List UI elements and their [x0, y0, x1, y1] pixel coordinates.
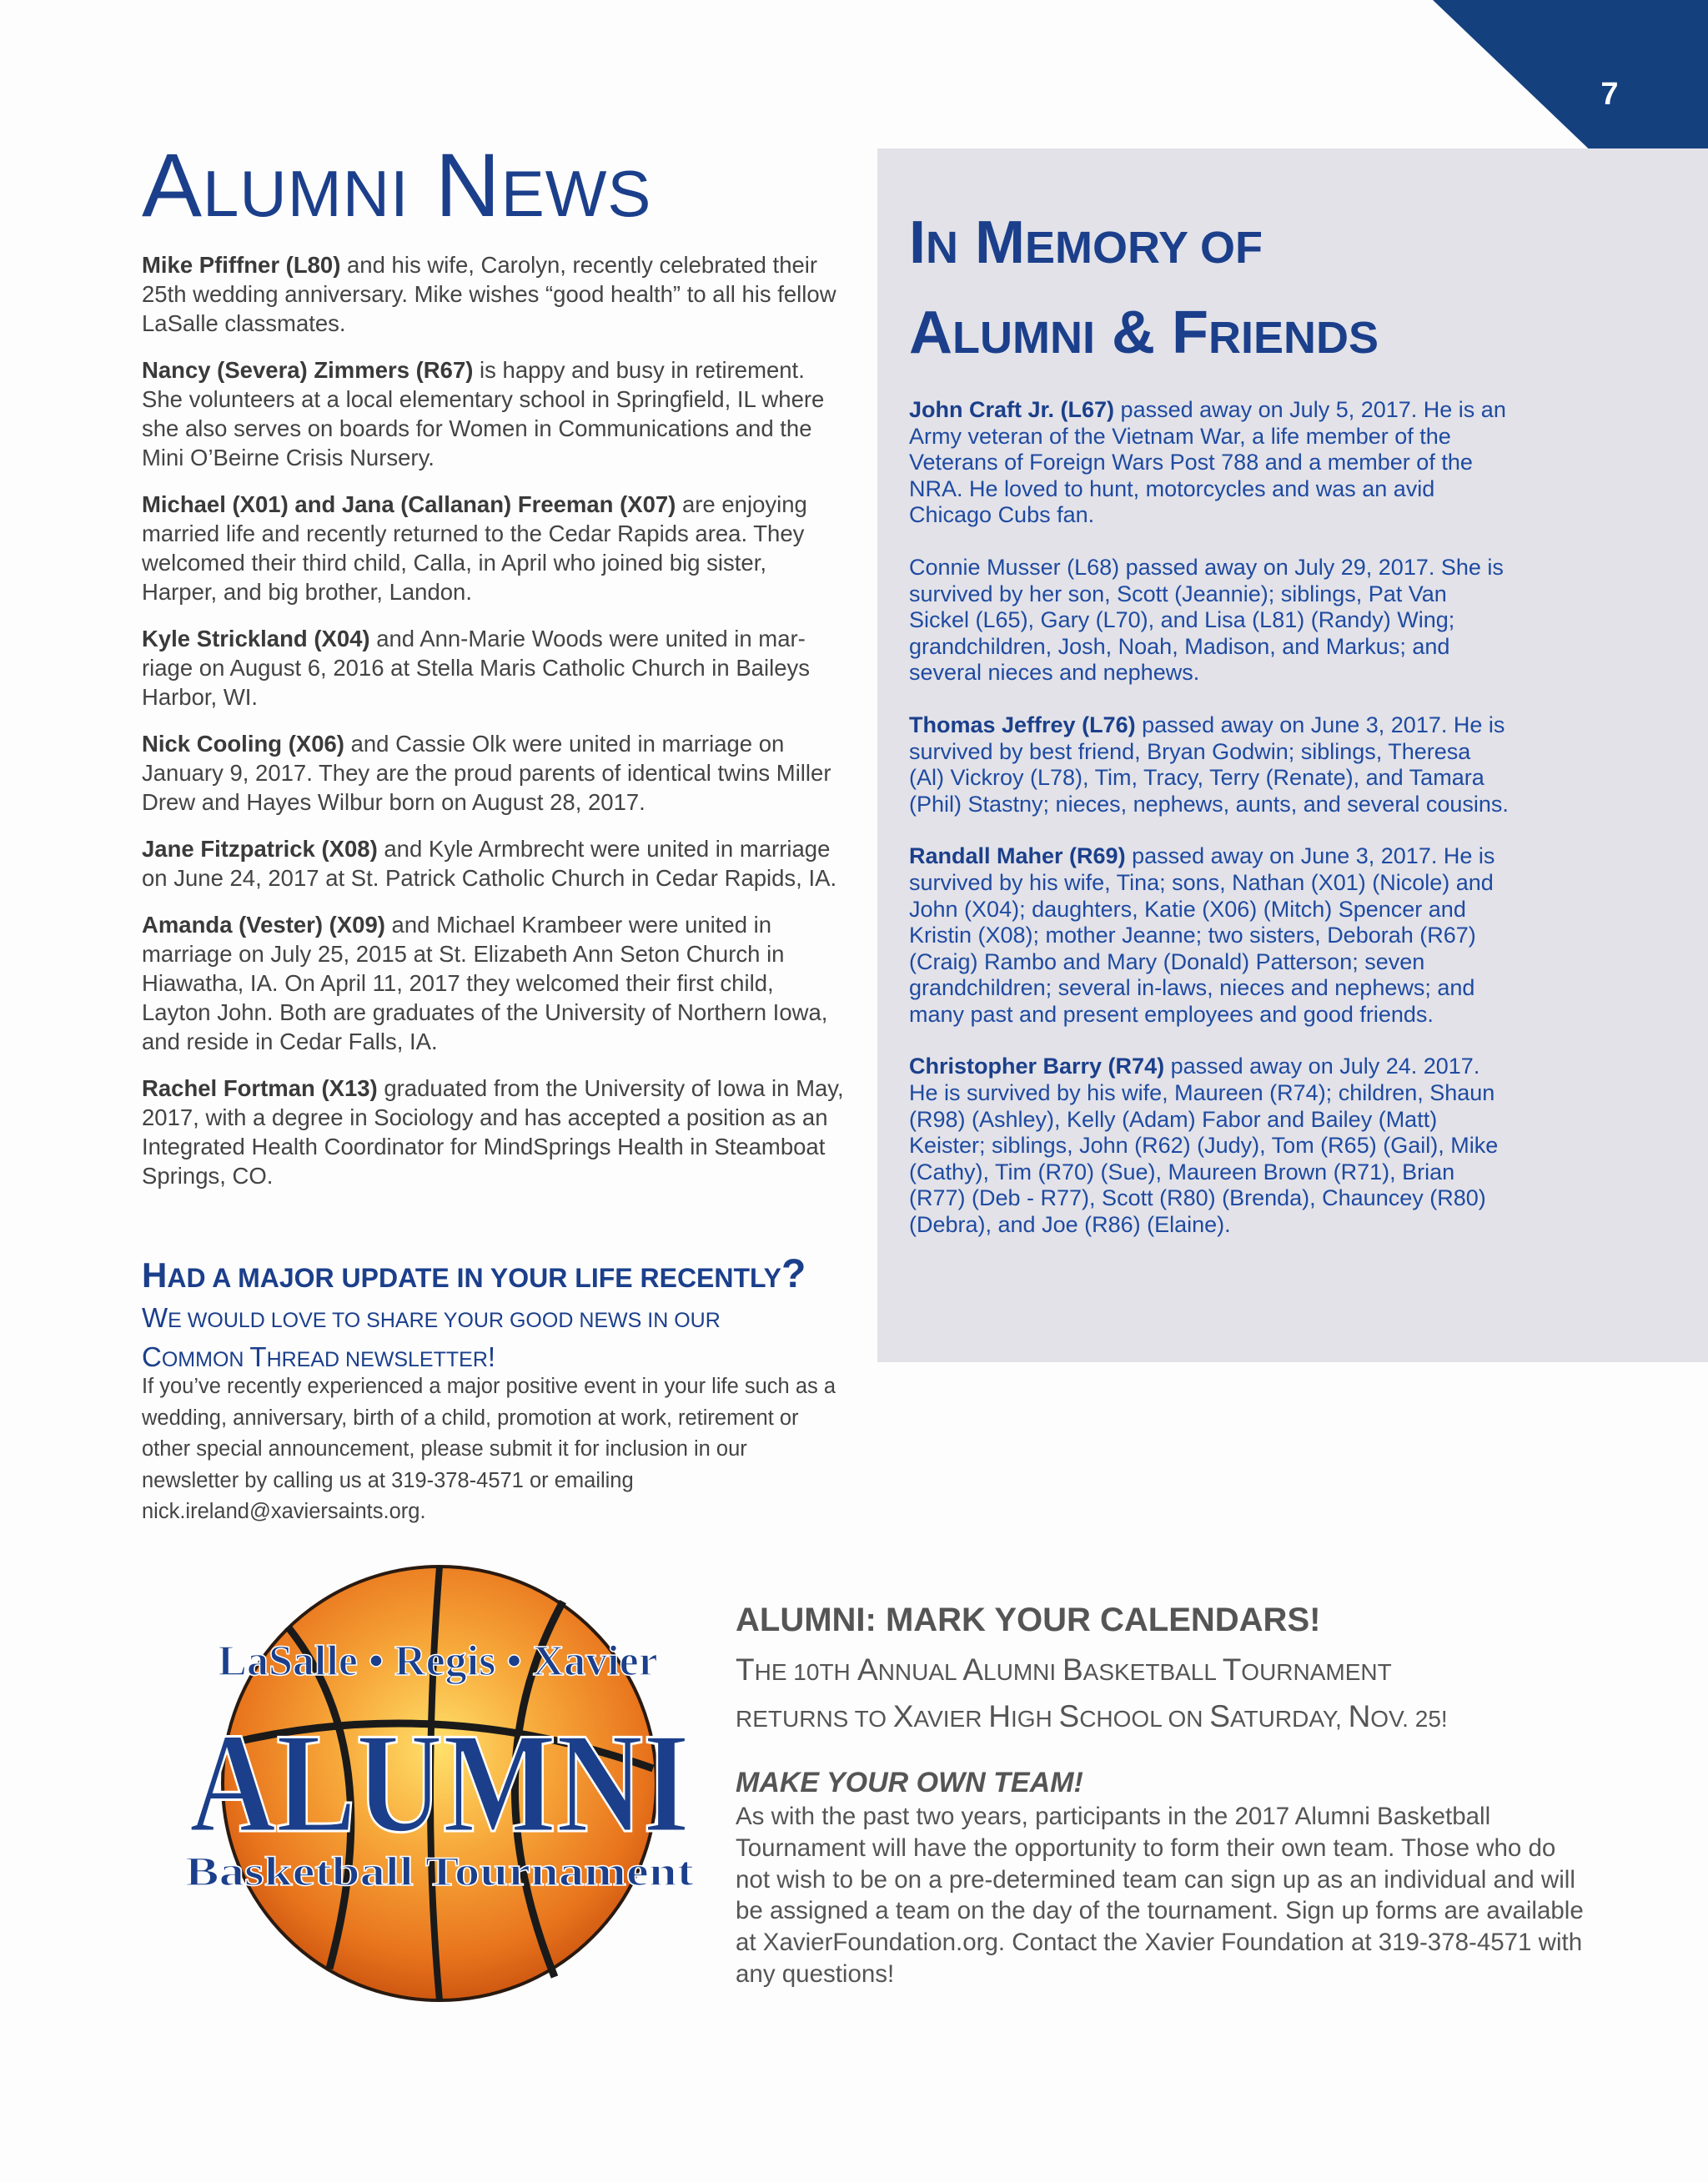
update-body: If you’ve recently experienced a major positive event in your life such as a wedding, anniversary, birth of a child, promotion at work, retirement or other special announcement, please submit it for inclusion in our newsletter by calling us at 319-378-4571 or emailing nick.ireland@xaviersaints.org. [142, 1375, 836, 1524]
team-heading: MAKE YOUR OWN TEAM! [736, 1767, 1083, 1798]
memorial-text: passed away on June 3, 2017. He is survived by best friend, Bryan Godwin; siblings, Theresa (Al) Vickroy (L78), Tim, Tracy, Terry (Renate), and Tamara (Phil) Stastny; nieces, nephews, aunts, and several cousins. [909, 712, 1509, 817]
news-entry [142, 910, 846, 1056]
memorial-text: passed away on June 3, 2017. He is survived by his wife, Tina; sons, Nathan (X01) (Nicole) and John (X04); daughters, Katie (X06) (Mitch) Spencer and Kristin (X08); mother Jeanne; two sisters, Deborah (R67) (Craig) Rambo and Mary (Donald) Patterson; seven grandchildren; several in-laws, nieces and nephews; and many past and present employees and good friends. [909, 843, 1495, 1027]
memorial-entry [909, 843, 1510, 1028]
alumni-news-title: ALUMNI NEWS [142, 134, 652, 235]
memorial-text: passed away on July 5, 2017. He is an Army veteran of the Vietnam War, a life member of the Veterans of Foreign Wars Post 788 and a member of the NRA. He loved to hunt, motorcycles and was an avid Chicago Cubs fan. [909, 397, 1506, 528]
news-entry-name: Mike Pfiffner (L80) [142, 252, 341, 278]
news-entry-text: graduated from the University of Iowa in May, 2017, with a degree in Sociology and has accepted a position as an Integrated Health Coordinator for MindSprings Health in Steamboat Springs, CO. [142, 1075, 844, 1189]
news-entry-name: Nancy (Severa) Zimmers (R67) [142, 357, 474, 383]
update-heading: HAD A MAJOR UPDATE IN YOUR LIFE RECENTLY? [142, 1252, 806, 1296]
logo-schools-text: LaSalle • Regis • Xavier [218, 1637, 658, 1685]
memorial-text: passed away on July 24. 2017. He is survived by his wife, Maureen (R74); children, Shaun (R98) (Ashley), Kelly (Adam) Fabor and Bailey (Matt) Keister; siblings, John (R62) (Judy), Tom (R65) (Gail), Mike (Cathy), Tim (R70) (Sue), Maureen Brown (R71), Brian (R77) (Deb - R77), Scott (R80) (Brenda), Chauncey (R80) (Debra), and Joe (R86) (Elaine). [909, 1054, 1499, 1238]
team-body: As with the past two years, participants in the 2017 Alumni Basketball Tournament will have the opportunity to form their own team. Those who do not wish to be on a pre-determined team can sign up as an individual and will be assigned a team on the day of the tournament. Sign up forms are available at XavierFoundation.org. Contact the Xavier Foundation at 319-378-4571 with any questions! [736, 1803, 1584, 1988]
logo-alumni-text: ALUMNI [189, 1704, 690, 1863]
news-entry-name: Nick Cooling (X06) [142, 731, 344, 757]
news-entry [142, 355, 846, 472]
memorial-name: John Craft Jr. (L67) [909, 397, 1115, 422]
logo-tournament-text: Basketball Tournament [185, 1848, 695, 1894]
news-entry-text: and his wife, Carolyn, recently celebrated their 25th wedding anniversary. Mike wishes “good health” to all his fellow LaSalle classmates. [142, 252, 836, 336]
calendar-heading: ALUMNI: MARK YOUR CALENDARS! [736, 1602, 1321, 1638]
news-entry [142, 1074, 846, 1190]
memorial-entry [909, 1054, 1510, 1238]
in-memory-list [909, 397, 1510, 1265]
memorial-entry [909, 555, 1510, 687]
news-entry-name: Rachel Fortman (X13) [142, 1075, 378, 1101]
memorial-name: Thomas Jeffrey (L76) [909, 712, 1136, 737]
memorial-entry [909, 397, 1510, 529]
news-entry-text: and Cassie Olk were united in marriage on January 9, 2017. They are the proud parents of identical twins Miller Drew and Hayes Wilbur born on August 28, 2017. [142, 731, 831, 815]
news-entry [142, 834, 846, 893]
news-entry [142, 250, 846, 338]
page-number: 7 [1600, 77, 1619, 112]
news-entry-name: Kyle Strickland (X04) [142, 626, 370, 651]
news-entry-name: Amanda (Vester) (X09) [142, 912, 385, 938]
news-entry [142, 729, 846, 817]
memorial-name: Christopher Barry (R74) [909, 1054, 1165, 1079]
update-subheading: WE WOULD LOVE TO SHARE YOUR GOOD NEWS IN OUR COMMON THREAD NEWSLETTER! [142, 1302, 721, 1372]
alumni-news-list [142, 250, 846, 1208]
memorial-name: Randall Maher (R69) [909, 843, 1126, 869]
news-entry [142, 490, 846, 606]
alumni-basketball-logo [171, 1552, 705, 2019]
news-entry-name: Jane Fitzpatrick (X08) [142, 836, 378, 862]
memorial-entry [909, 712, 1510, 817]
calendar-subheading: THE 10TH ANNUAL ALUMNI BASKETBALL TOURNAMENT RETURNS TO XAVIER HIGH SCHOOL ON SATURDAY, NOV. 25! [736, 1652, 1448, 1733]
news-entry-name: Michael (X01) and Jana (Callanan) Freeman (X07) [142, 491, 676, 517]
news-entry-text: and Kyle Armbrecht were united in marriage on June 24, 2017 at St. Patrick Catholic Church in Cedar Rapids, IA. [142, 836, 837, 891]
news-entry-text: and Michael Krambeer were united in marriage on July 25, 2015 at St. Elizabeth Ann Seton Church in Hiawatha, IA. On April 11, 2017 they welcomed their first child, Layton John. Both are graduates of the University of Northern Iowa, and reside in Cedar Falls, IA. [142, 912, 828, 1054]
news-entry-text: and Ann-Marie Woods were united in marriage on August 6, 2016 at Stella Maris Catholic Church in Baileys Harbor, WI. [142, 626, 810, 710]
news-entry-text: are enjoying married life and recently returned to the Cedar Rapids area. They welcomed their third child, Calla, in April who joined big sister, Harper, and big brother, Landon. [142, 491, 807, 605]
in-memory-title: IN MEMORY OF ALUMNI & FRIENDS [909, 209, 1379, 366]
news-entry [142, 624, 846, 712]
memorial-text: Connie Musser (L68) passed away on July 29, 2017. She is survived by her son, Scott (Jeannie); siblings, Pat Van Sickel (L65), Gary (L70), and Lisa (L81) (Randy) Wing; grandchildren, Josh, Noah, Madison, and Markus; and several nieces and nephews. [909, 554, 1504, 686]
news-entry-text: is happy and busy in retirement. She volunteers at a local elementary school in Springfield, IL where she also serves on boards for Women in Communications and the Mini O’Beirne Crisis Nursery. [142, 357, 825, 470]
